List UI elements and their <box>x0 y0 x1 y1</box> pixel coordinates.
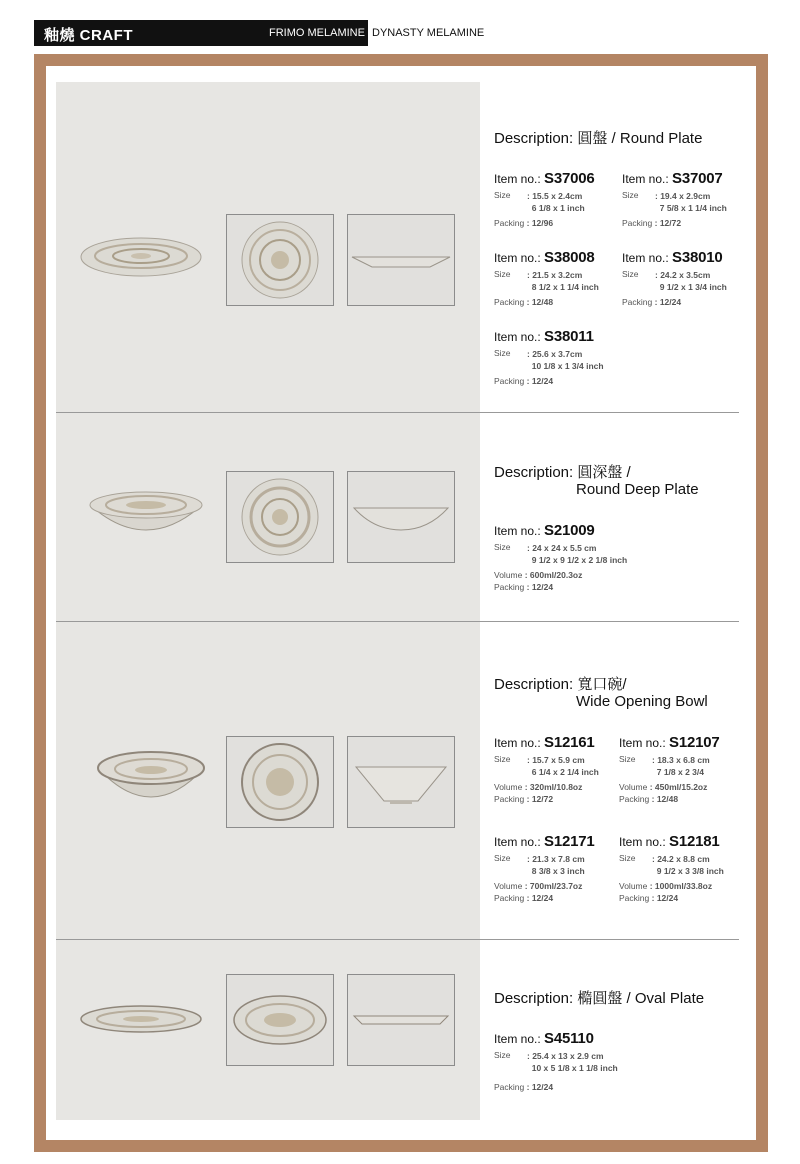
packing-label: Packing <box>494 1082 525 1092</box>
size-imperial: 10 1/8 x 1 3/4 inch <box>531 361 604 371</box>
packing-label: Packing <box>494 297 525 307</box>
item-S38011 <box>494 328 604 386</box>
item-code: S38011 <box>544 328 594 345</box>
description-text: 橢圓盤 / Oval Plate <box>577 990 705 1007</box>
volume-label: Volume <box>494 570 523 580</box>
item-no-label: Item no.: <box>619 835 670 849</box>
bowl-top-view-thumb <box>226 736 334 828</box>
size-label: Size <box>494 269 511 279</box>
plate-top-view-thumb <box>226 214 334 306</box>
size-metric: : 24.2 x 8.8 cm <box>652 854 710 864</box>
packing-value: : 12/72 <box>526 794 554 804</box>
item-no-label: Item no.: <box>494 330 545 344</box>
description-label: Description: <box>494 130 578 147</box>
size-label: Size <box>494 542 511 552</box>
item-code: S12171 <box>544 833 595 850</box>
size-imperial: 7 1/8 x 2 3/4 <box>656 767 704 777</box>
packing-value: : 12/24 <box>526 376 554 386</box>
deep-plate-angle-photo <box>86 489 206 539</box>
description-label: Description: <box>494 464 578 481</box>
item-code: S37006 <box>544 170 595 187</box>
size-metric: : 19.4 x 2.9cm <box>655 191 711 201</box>
size-label: Size <box>619 853 636 863</box>
packing-label: Packing <box>622 297 653 307</box>
item-code: S38008 <box>544 249 595 266</box>
packing-label: Packing <box>619 794 650 804</box>
packing-value: : 12/24 <box>651 893 679 903</box>
size-imperial: 9 1/2 x 1 3/4 inch <box>659 282 727 292</box>
size-metric: : 15.7 x 5.9 cm <box>527 755 585 765</box>
packing-value: : 12/24 <box>526 893 554 903</box>
deep-plate-side-photo <box>348 472 454 562</box>
description-text-line2: Wide Opening Bowl <box>576 693 708 710</box>
oval-plate-top-photo <box>227 975 333 1065</box>
product-photo-panel <box>56 622 480 939</box>
packing-value: : 12/48 <box>526 297 554 307</box>
packing-label: Packing <box>494 893 525 903</box>
item-S12161 <box>494 734 599 804</box>
item-S37007 <box>622 170 727 228</box>
packing-value: : 12/96 <box>526 218 554 228</box>
size-metric: : 21.5 x 3.2cm <box>527 270 583 280</box>
tab-frimo-melamine[interactable]: FRIMO MELAMINE <box>269 27 365 39</box>
packing-value: : 12/48 <box>651 794 679 804</box>
item-S38008 <box>494 249 599 307</box>
packing-label: Packing <box>494 376 525 386</box>
description-text-line2: Round Deep Plate <box>576 481 699 498</box>
size-imperial: 9 1/2 x 3 3/8 inch <box>656 866 724 876</box>
item-S45110 <box>494 1030 618 1092</box>
size-imperial: 6 1/8 x 1 inch <box>531 203 585 213</box>
volume-label: Volume <box>494 782 523 792</box>
item-code: S38010 <box>672 249 723 266</box>
size-imperial: 8 3/8 x 3 inch <box>531 866 585 876</box>
size-imperial: 10 x 5 1/8 x 1 1/8 inch <box>531 1063 618 1073</box>
packing-label: Packing <box>494 218 525 228</box>
size-label: Size <box>494 1050 511 1060</box>
deep-plate-side-view-thumb <box>347 471 455 563</box>
bowl-top-photo <box>227 737 333 827</box>
item-S21009 <box>494 522 627 592</box>
item-S12181 <box>619 833 724 903</box>
size-label: Size <box>494 853 511 863</box>
description-text: 圓深盤 / <box>577 464 631 481</box>
plate-angle-photo <box>78 232 204 278</box>
item-no-label: Item no.: <box>622 172 673 186</box>
item-no-label: Item no.: <box>622 251 673 265</box>
item-S12171 <box>494 833 595 903</box>
description-text: 寬口碗/ <box>577 676 627 693</box>
packing-value: : 12/24 <box>526 582 554 592</box>
oval-plate-side-view-thumb <box>347 974 455 1066</box>
product-photo-panel <box>56 82 480 412</box>
volume-value: : 1000ml/33.8oz <box>649 881 713 891</box>
item-no-label: Item no.: <box>494 835 545 849</box>
packing-value: : 12/24 <box>526 1082 554 1092</box>
item-code: S21009 <box>544 522 595 539</box>
packing-value: : 12/72 <box>654 218 682 228</box>
packing-value: : 12/24 <box>654 297 682 307</box>
item-no-label: Item no.: <box>494 251 545 265</box>
size-metric: : 24.2 x 3.5cm <box>655 270 711 280</box>
volume-value: : 700ml/23.7oz <box>524 881 583 891</box>
volume-value: : 450ml/15.2oz <box>649 782 708 792</box>
description-label: Description: <box>494 676 578 693</box>
size-imperial: 9 1/2 x 9 1/2 x 2 1/8 inch <box>531 555 628 565</box>
size-label: Size <box>494 348 511 358</box>
item-no-label: Item no.: <box>494 1032 545 1046</box>
plate-top-photo <box>227 215 333 305</box>
packing-label: Packing <box>619 893 650 903</box>
size-metric: : 21.3 x 7.8 cm <box>527 854 585 864</box>
packing-label: Packing <box>622 218 653 228</box>
bowl-side-photo <box>348 737 454 827</box>
tab-dynasty-melamine[interactable]: DYNASTY MELAMINE <box>372 27 485 39</box>
item-S37006 <box>494 170 595 228</box>
oval-plate-top-view-thumb <box>226 974 334 1066</box>
plate-side-photo <box>348 215 454 305</box>
size-label: Size <box>622 190 639 200</box>
size-metric: : 18.3 x 6.8 cm <box>652 755 710 765</box>
item-code: S12107 <box>669 734 720 751</box>
plate-side-view-thumb <box>347 214 455 306</box>
product-photo-panel <box>56 413 480 621</box>
size-label: Size <box>494 754 511 764</box>
bowl-angle-photo <box>94 746 208 810</box>
size-imperial: 8 1/2 x 1 1/4 inch <box>531 282 599 292</box>
size-imperial: 6 1/4 x 2 1/4 inch <box>531 767 599 777</box>
volume-label: Volume <box>619 881 648 891</box>
size-label: Size <box>622 269 639 279</box>
header-bar <box>34 20 368 46</box>
description-round-plate <box>494 130 702 147</box>
size-metric: : 15.5 x 2.4cm <box>527 191 583 201</box>
size-imperial: 7 5/8 x 1 1/4 inch <box>659 203 727 213</box>
description-text: 圓盤 / Round Plate <box>577 130 703 147</box>
size-metric: : 24 x 24 x 5.5 cm <box>527 543 597 553</box>
description-oval-plate <box>494 990 704 1007</box>
size-metric: : 25.4 x 13 x 2.9 cm <box>527 1051 604 1061</box>
product-photo-panel <box>56 940 480 1120</box>
deep-plate-top-photo <box>227 472 333 562</box>
description-label: Description: <box>494 990 578 1007</box>
item-no-label: Item no.: <box>494 172 545 186</box>
volume-value: : 320ml/10.8oz <box>524 782 583 792</box>
size-metric: : 25.6 x 3.7cm <box>527 349 583 359</box>
oval-plate-angle-photo <box>78 1000 204 1038</box>
catalog-frame <box>34 54 768 1152</box>
volume-label: Volume <box>619 782 648 792</box>
item-S38010 <box>622 249 727 307</box>
description-round-deep-plate <box>494 464 699 498</box>
size-label: Size <box>494 190 511 200</box>
brand-title: 釉燒 CRAFT <box>44 27 133 44</box>
description-wide-opening-bowl <box>494 676 708 710</box>
packing-label: Packing <box>494 582 525 592</box>
volume-value: : 600ml/20.3oz <box>524 570 583 580</box>
item-code: S12161 <box>544 734 595 751</box>
oval-plate-side-photo <box>348 975 454 1065</box>
item-no-label: Item no.: <box>619 736 670 750</box>
item-code: S45110 <box>544 1030 594 1047</box>
volume-label: Volume <box>494 881 523 891</box>
size-label: Size <box>619 754 636 764</box>
item-no-label: Item no.: <box>494 736 545 750</box>
deep-plate-top-view-thumb <box>226 471 334 563</box>
item-code: S37007 <box>672 170 723 187</box>
packing-label: Packing <box>494 794 525 804</box>
bowl-side-view-thumb <box>347 736 455 828</box>
item-code: S12181 <box>669 833 720 850</box>
item-no-label: Item no.: <box>494 524 545 538</box>
item-S12107 <box>619 734 720 804</box>
